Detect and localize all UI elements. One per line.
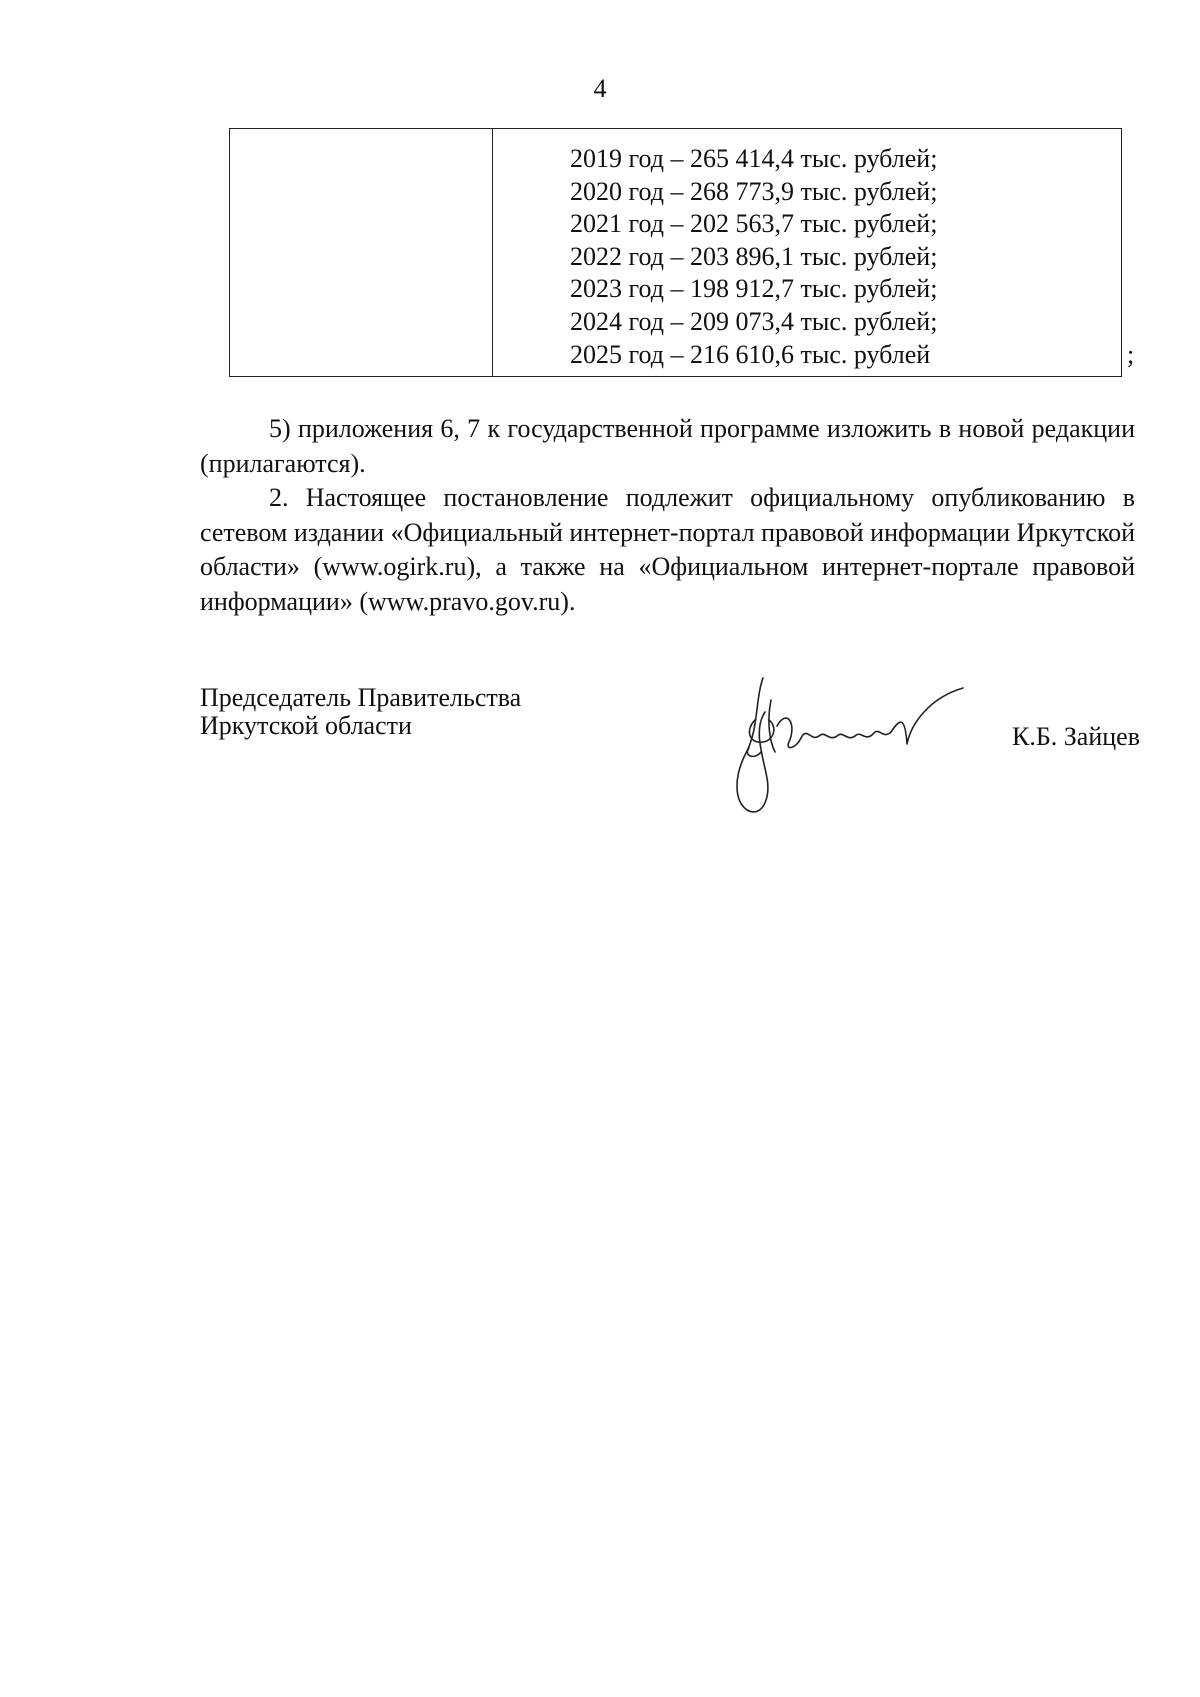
paragraph-item-2-text: 2. Настоящее постановление подлежит официальному опубликованию в сетевом издании «Официальный интернет-портал правовой информации Иркутской области» (www.ogirk.ru), а также на «Официальном интернет-портале правовой информации» (www.pravo.gov.ru). xyxy=(200,483,1135,616)
signer-position-line-2: Иркутской области xyxy=(200,711,412,740)
funding-line-2019: 2019 год – 265 414,4 тыс. рублей; xyxy=(570,144,938,173)
funding-line-2021: 2021 год – 202 563,7 тыс. рублей; xyxy=(570,209,938,239)
funding-line-2025: 2025 год – 216 610,6 тыс. рублей xyxy=(570,339,931,369)
paragraph-item-5 xyxy=(200,412,1135,481)
table-column-divider xyxy=(492,129,493,376)
paragraph-item-5-text: 5) приложения 6, 7 к государственной программе изложить в новой редакции (прилагаются). xyxy=(200,414,1135,478)
signer-position-line-1: Председатель Правительства xyxy=(200,683,522,712)
paragraph-item-2 xyxy=(200,481,1135,619)
handwritten-signature xyxy=(715,660,985,830)
table-trailing-semicolon: ; xyxy=(1127,340,1135,369)
page-number: 4 xyxy=(593,74,607,103)
signer-position xyxy=(200,684,521,740)
funding-line-2020: 2020 год – 268 773,9 тыс. рублей; xyxy=(570,176,938,206)
funding-line-2024: 2024 год – 209 073,4 тыс. рублей; xyxy=(570,306,938,336)
funding-table xyxy=(229,128,1122,377)
funding-line-2023: 2023 год – 198 912,7 тыс. рублей; xyxy=(570,274,938,304)
funding-line-2022: 2022 год – 203 896,1 тыс. рублей; xyxy=(570,241,938,271)
funding-lines xyxy=(570,143,937,371)
signer-name: К.Б. Зайцев xyxy=(1012,722,1140,751)
